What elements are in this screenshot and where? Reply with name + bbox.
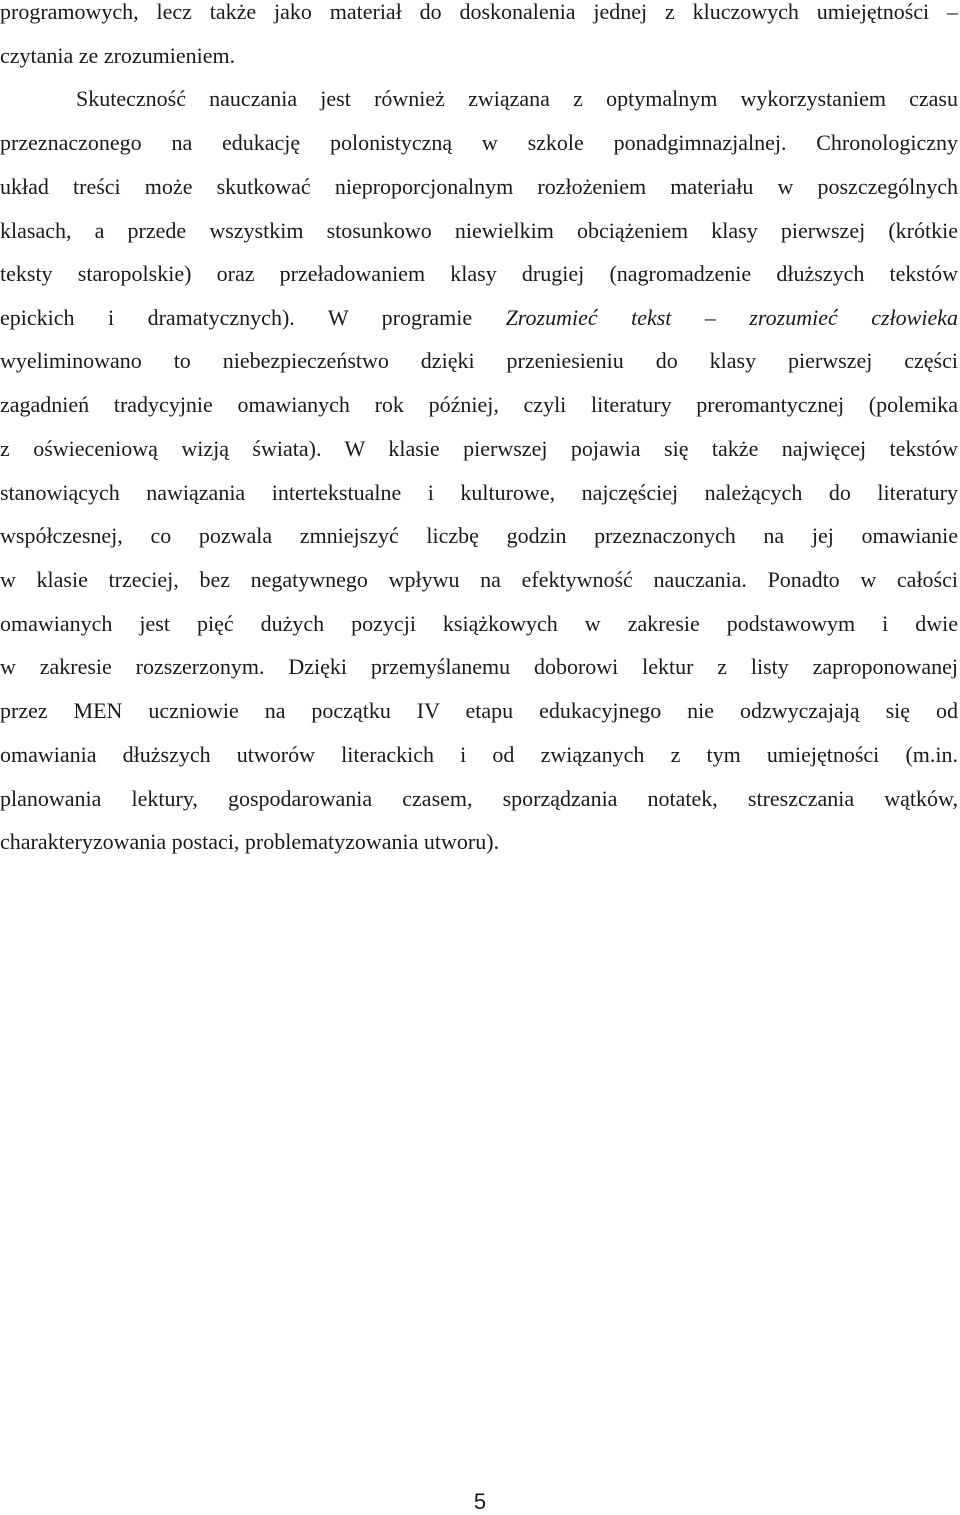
text-line: zagadnień tradycyjnie omawianych rok później, czyli literatury preromantycznej (polemika <box>0 392 958 417</box>
page-number: 5 <box>473 1489 487 1514</box>
text-line: planowania lektury, gospodarowania czasem, sporządzania notatek, streszczania wątków, <box>0 786 958 811</box>
text-line: omawianych jest pięć dużych pozycji książkowych w zakresie podstawowym i dwie <box>0 611 958 636</box>
program-title: Zrozumieć tekst – zrozumieć człowieka <box>505 305 958 330</box>
text-line-with-title <box>0 306 958 350</box>
text-line: czytania ze zrozumieniem. <box>0 43 236 68</box>
text-line: stanowiących nawiązania intertekstualne i kulturowe, najczęściej należących do literatury <box>0 480 958 505</box>
paragraph-start-line: Skuteczność nauczania jest również związana z optymalnym wykorzystaniem czasu <box>76 86 958 111</box>
text-line: charakteryzowania postaci, problematyzowania utworu). <box>0 829 500 854</box>
text-line: klasach, a przede wszystkim stosunkowo niewielkim obciążeniem klasy pierwszej (krótkie <box>0 218 958 243</box>
text-line: współczesnej, co pozwala zmniejszyć liczbę godzin przeznaczonych na jej omawianie <box>0 523 958 548</box>
text-line: teksty staropolskie) oraz przeładowaniem klasy drugiej (nagromadzenie dłuższych tekstów <box>0 261 958 286</box>
text-line: w zakresie rozszerzonym. Dzięki przemyślanemu doborowi lektur z listy zaproponowanej <box>0 654 958 679</box>
text-line: układ treści może skutkować nieproporcjonalnym rozłożeniem materiału w poszczególnych <box>0 174 958 199</box>
text-line: z oświeceniową wizją świata). W klasie pierwszej pojawia się także najwięcej tekstów <box>0 436 958 461</box>
text-line: przeznaczonego na edukację polonistyczną w szkole ponadgimnazjalnej. Chronologiczny <box>0 130 958 155</box>
text-line: przez MEN uczniowie na początku IV etapu edukacyjnego nie odzwyczajają się od <box>0 698 958 723</box>
text-line: w klasie trzeciej, bez negatywnego wpływu na efektywność nauczania. Ponadto w całości <box>0 567 958 592</box>
text-line: programowych, lecz także jako materiał do doskonalenia jednej z kluczowych umiejętności – <box>0 0 958 24</box>
text-line: wyeliminowano to niebezpieczeństwo dzięki przeniesieniu do klasy pierwszej części <box>0 348 958 373</box>
line-lead-text: epickich i dramatycznych). W programie <box>0 305 506 330</box>
text-line: omawiania dłuższych utworów literackich i od związanych z tym umiejętności (m.in. <box>0 742 958 767</box>
